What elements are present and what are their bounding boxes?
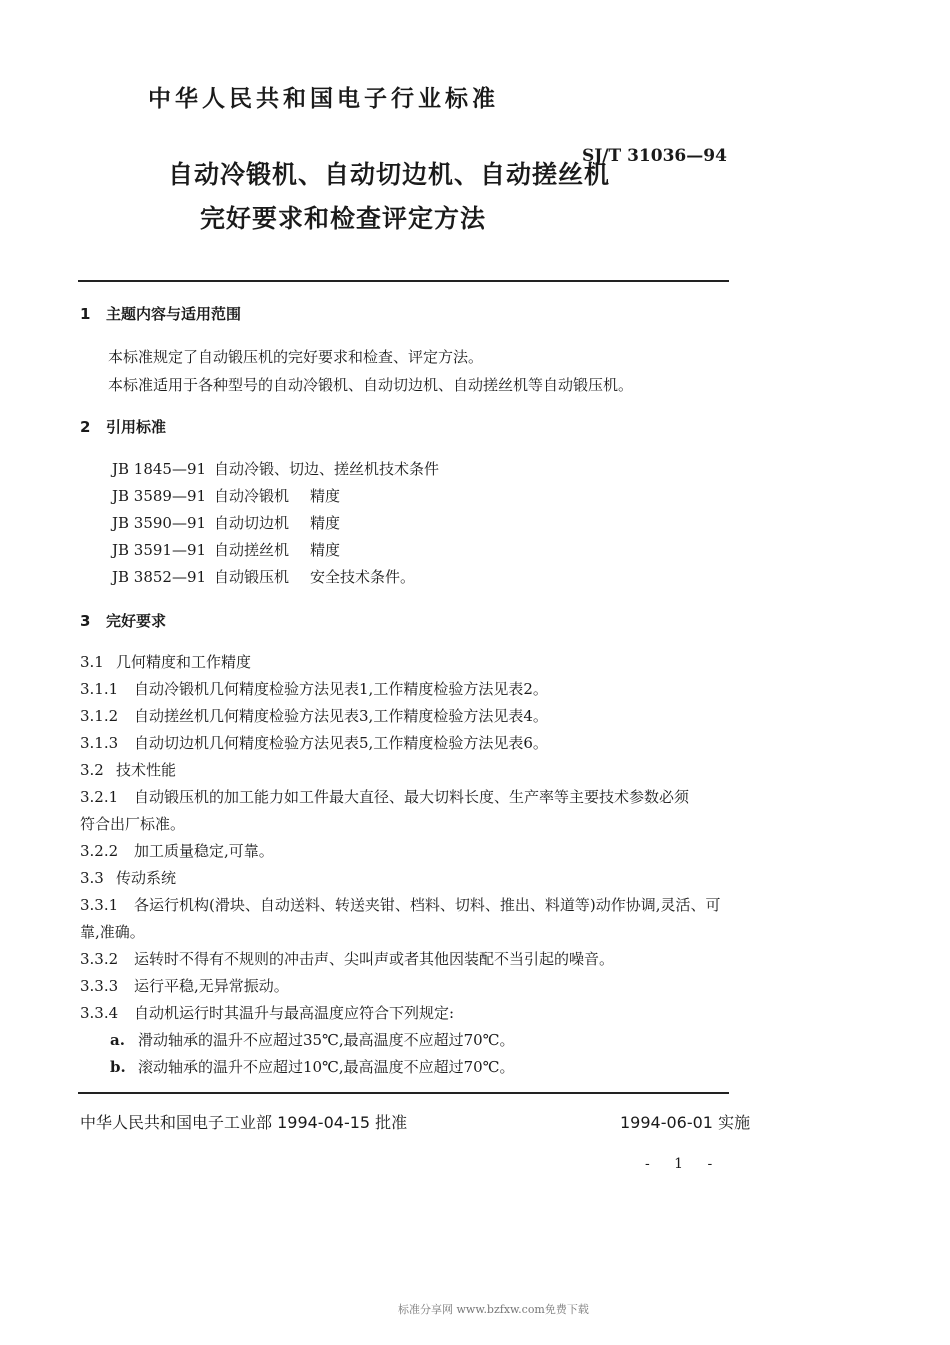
clause-text: 加工质量稳定,可靠。 <box>134 842 274 860</box>
list-item <box>110 1029 515 1050</box>
clause-continuation: 靠,准确。 <box>80 923 145 941</box>
section-number: 2 <box>80 418 91 436</box>
reference-code: JB 3589—91 <box>112 487 207 505</box>
clause-text: 自动锻压机的加工能力如工件最大直径、最大切料长度、生产率等主要技术参数必须 <box>134 788 690 806</box>
top-divider <box>78 280 729 282</box>
clause-number: 3.3.4 <box>80 1004 119 1022</box>
clause-text: 几何精度和工作精度 <box>116 653 252 671</box>
approval-statement: 中华人民共和国电子工业部 1994-04-15 批准 <box>80 1113 408 1132</box>
clause-text: 运转时不得有不规则的冲击声、尖叫声或者其他因装配不当引起的噪音。 <box>134 950 615 968</box>
clause-3-2-1 <box>80 786 689 807</box>
clause-number: 3.1 <box>80 653 104 671</box>
page-number: - 1 - <box>645 1156 723 1172</box>
clause-text: 各运行机构(滑块、自动送料、转送夹钳、档料、切料、推出、料道等)动作协调,灵活、可 <box>134 896 721 914</box>
section-heading-1 <box>80 303 241 324</box>
document-title-line2: 完好要求和检查评定方法 <box>200 204 487 233</box>
list-text: 滑动轴承的温升不应超过35℃,最高温度不应超过70℃。 <box>138 1031 515 1049</box>
reference-extra: 精度 <box>310 487 341 505</box>
reference-code: JB 3591—91 <box>112 541 207 559</box>
reference-item <box>112 485 340 506</box>
clause-number: 3.2 <box>80 761 104 779</box>
section-number: 3 <box>80 612 91 630</box>
watermark-text: 标准分享网 www.bzfxw.com免费下载 <box>398 1303 589 1316</box>
list-item <box>110 1056 515 1077</box>
list-marker: b. <box>110 1058 126 1076</box>
section-title: 引用标准 <box>106 418 167 436</box>
reference-name: 自动锻压机 <box>214 568 290 586</box>
reference-code: JB 3852—91 <box>112 568 207 586</box>
clause-continuation: 符合出厂标准。 <box>80 815 186 833</box>
clause-number: 3.1.2 <box>80 707 119 725</box>
reference-item <box>112 512 340 533</box>
section-title: 完好要求 <box>106 612 167 630</box>
clause-number: 3.2.1 <box>80 788 119 806</box>
clause-3-1-1 <box>80 678 548 699</box>
clause-3-3-3 <box>80 975 289 996</box>
reference-code: JB 1845—91 <box>112 460 207 478</box>
clause-text: 自动机运行时其温升与最高温度应符合下列规定: <box>134 1004 455 1022</box>
reference-extra: 精度 <box>310 541 341 559</box>
reference-extra: 精度 <box>310 514 341 532</box>
clause-number: 3.1.1 <box>80 680 119 698</box>
clause-3-1 <box>80 651 251 672</box>
section-title: 主题内容与适用范围 <box>106 305 242 323</box>
clause-text: 自动搓丝机几何精度检验方法见表3,工作精度检验方法见表4。 <box>134 707 548 725</box>
reference-name: 自动冷锻机 <box>214 487 290 505</box>
clause-text: 传动系统 <box>116 869 177 887</box>
reference-code: JB 3590—91 <box>112 514 207 532</box>
reference-name: 自动搓丝机 <box>214 541 290 559</box>
standard-code: SJ/T 31036—94 <box>582 146 727 166</box>
clause-3-1-2 <box>80 705 548 726</box>
reference-item <box>112 566 415 587</box>
reference-extra: 安全技术条件。 <box>310 568 416 586</box>
clause-text: 运行平稳,无异常振动。 <box>134 977 289 995</box>
clause-number: 3.2.2 <box>80 842 119 860</box>
clause-3-3-2 <box>80 948 614 969</box>
paragraph: 本标准适用于各种型号的自动冷锻机、自动切边机、自动搓丝机等自动锻压机。 <box>108 376 634 394</box>
bottom-divider <box>78 1092 729 1094</box>
clause-3-2-2 <box>80 840 274 861</box>
section-heading-2 <box>80 416 166 437</box>
clause-3-3-4 <box>80 1002 454 1023</box>
list-text: 滚动轴承的温升不应超过10℃,最高温度不应超过70℃。 <box>138 1058 515 1076</box>
clause-3-3-1 <box>80 894 720 915</box>
clause-text: 自动切边机几何精度检验方法见表5,工作精度检验方法见表6。 <box>134 734 548 752</box>
section-number: 1 <box>80 305 91 323</box>
clause-text: 技术性能 <box>116 761 177 779</box>
clause-3-2 <box>80 759 176 780</box>
section-heading-3 <box>80 610 166 631</box>
paragraph: 本标准规定了自动锻压机的完好要求和检查、评定方法。 <box>108 348 484 366</box>
effective-date: 1994-06-01 实施 <box>620 1113 751 1132</box>
clause-3-3 <box>80 867 176 888</box>
clause-text: 自动冷锻机几何精度检验方法见表1,工作精度检验方法见表2。 <box>134 680 548 698</box>
clause-number: 3.3.1 <box>80 896 119 914</box>
clause-number: 3.3.2 <box>80 950 119 968</box>
clause-number: 3.3 <box>80 869 104 887</box>
reference-name: 自动冷锻、切边、搓丝机技术条件 <box>214 460 440 478</box>
clause-number: 3.3.3 <box>80 977 119 995</box>
clause-number: 3.1.3 <box>80 734 119 752</box>
reference-item <box>112 458 439 479</box>
document-title-line1: 自动冷锻机、自动切边机、自动搓丝机 <box>168 160 611 189</box>
list-marker: a. <box>110 1031 125 1049</box>
reference-name: 自动切边机 <box>214 514 290 532</box>
standard-category-title: 中华人民共和国电子行业标准 <box>148 86 499 112</box>
clause-3-1-3 <box>80 732 548 753</box>
reference-item <box>112 539 340 560</box>
